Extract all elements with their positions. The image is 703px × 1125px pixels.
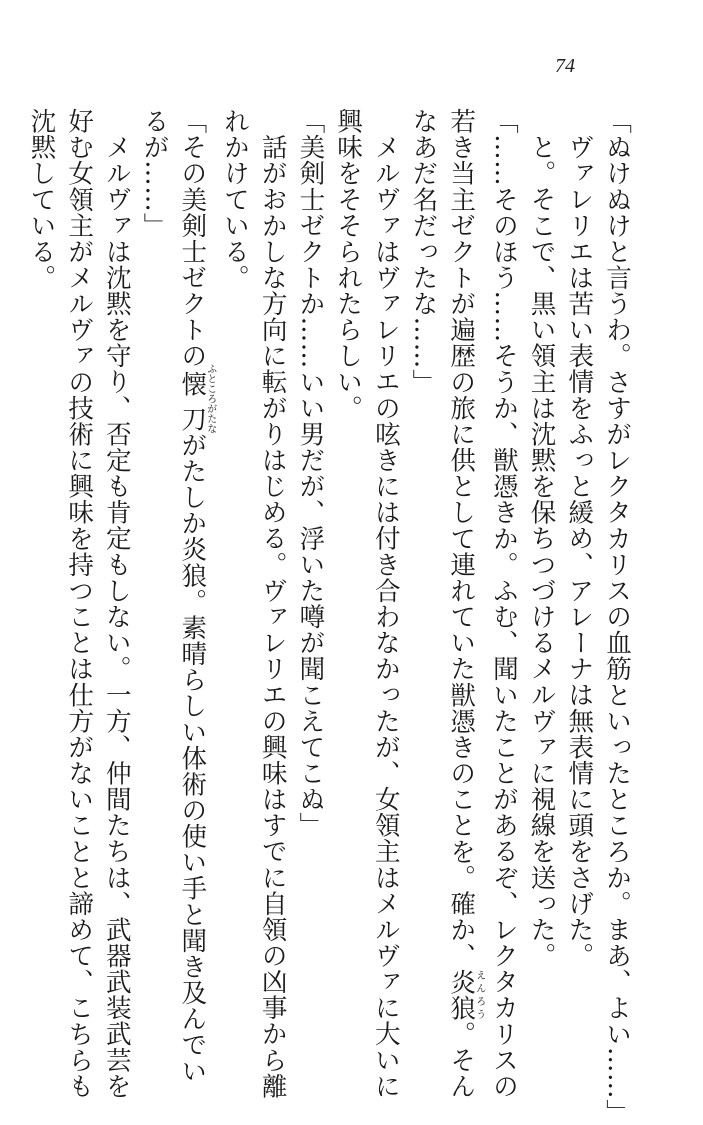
text-column-15: 好む女領主がメルヴァの技術に興味を持つことは仕方がないことと諦めて、こちらも [64, 108, 95, 1100]
page-number: 74 [555, 55, 575, 77]
ruby-enrou: 炎狼えんろう [446, 968, 485, 1021]
text-column-14: メルヴァは沈黙を守り、否定も肯定もしない。一方、仲間たちは、武器武装武芸を [101, 133, 132, 1099]
text-column-9: 「美剣士ゼクトか……いい男だが、浮いた噂が聞こえてこぬ」 [295, 108, 326, 839]
text-column-4: 「……そのほう……そうか、獣憑きか。ふむ、聞いたことがあるぞ、レクタカリスの [488, 108, 519, 1100]
text-column-3: と。そこで、黒い領主は沈黙を保ちつづけるメルヴァに視線を送った。 [526, 133, 557, 969]
text-column-10: 話がおかしな方向に転がりはじめる。ヴァレリエの興味はすでに自領の凶事から離 [257, 133, 288, 1099]
text-column-12: 「その美剣士ゼクトの懐ふところ刀がたながたしか炎狼。素晴らしい体術の使い手と聞き及んでい [177, 108, 216, 1084]
text-column-1: 「ぬけぬけと言うわ。さすがレクタカリスの血筋といったところか。まあ、よい……」 [602, 108, 632, 1125]
text-column-8: 興味をそそられたらしい。 [333, 108, 364, 421]
ruby-futokoro: 懐ふところ [177, 363, 216, 404]
ruby-gatana: 刀がたな [177, 403, 216, 434]
text-column-16: 沈黙している。 [26, 108, 57, 291]
text-column-7: メルヴァはヴァレリエの呟きには付き合わなかったが、女領主はメルヴァに大いに [370, 133, 401, 1099]
text-column-6: なあだ名だったな……」 [408, 108, 439, 395]
text-column-5: 若き当主ゼクトが遍歴の旅に供として連れていた獣憑きのことを。確か、炎狼えんろう。そん [446, 108, 485, 1100]
text-column-2: ヴァレリエは苦い表情をふっと緩め、アレーナは無表情に頭をさげた。 [564, 133, 595, 969]
vertical-text-body [22, 108, 635, 1125]
text-column-13: るが……」 [139, 108, 170, 239]
text-column-11: れかけている。 [219, 108, 250, 291]
